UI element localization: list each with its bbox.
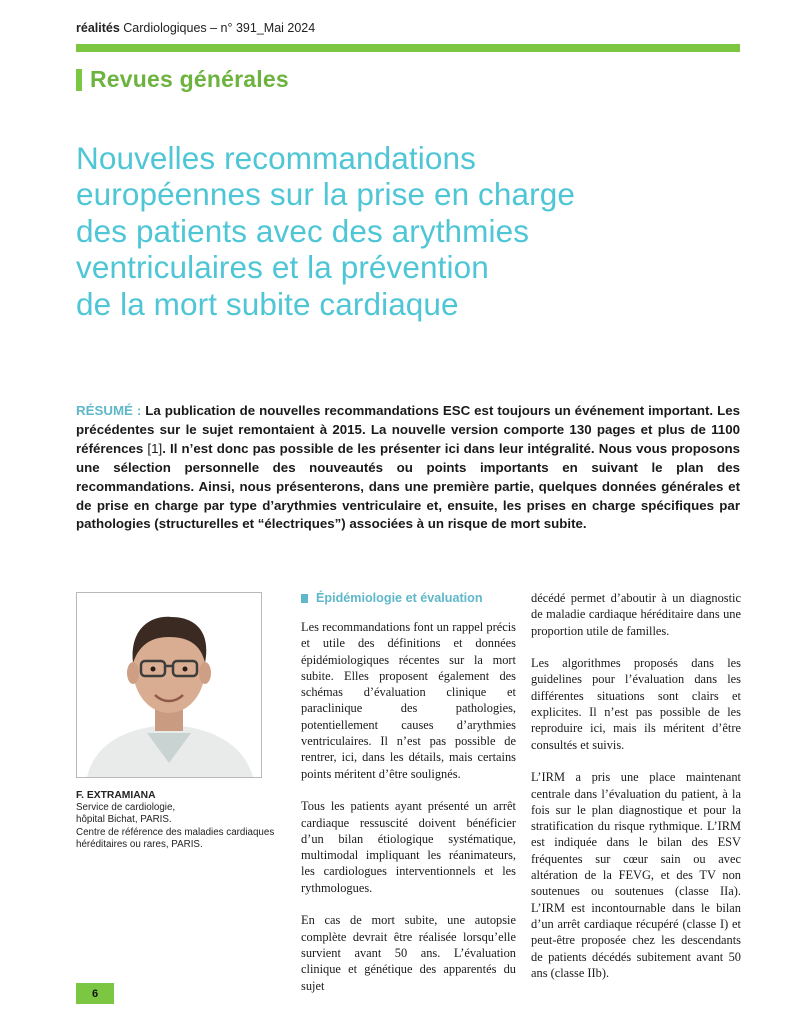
section-tag (76, 66, 289, 93)
subheading (301, 590, 516, 606)
abstract-reference: [1] (147, 440, 163, 456)
title-line: Nouvelles recommandations (76, 140, 476, 176)
abstract-label: RÉSUMÉ : (76, 403, 142, 418)
paragraph: Les recommandations font un rappel précis et utile des définitions et données épidémiologiques récentes sur la mort subite. Elles proposent également des schémas d’évaluation clinique et paraclinique des pathologies, potentiellement causes d’arythmies ventriculaires. Il n’est pas possible de rentrer, ici, dans les détails, mais certains points méritent d’être soulignés. (301, 620, 516, 781)
abstract-text: . Il n’est donc pas possible de les présenter ici dans leur intégralité. Nous vous proposons une sélection personnelle des nouveautés ou points importants en suivant le plan des recommandations. Ainsi, nous présenterons, dans une première partie, quelques données générales et de prise en charge par type d’arythmies ventriculaire et, ensuite, les prises en charge spécifiques par pathologies (structurelles et “électriques”) associées à un risque de mort subite. (76, 440, 740, 532)
paragraph: décédé permet d’aboutir à un diagnostic de maladie cardiaque héréditaire dans une proportion utile de familles. (531, 591, 741, 638)
subheading-marker (301, 594, 308, 603)
author-affiliation: Service de cardiologie, (76, 802, 176, 814)
author-affiliation: hôpital Bichat, PARIS. (76, 814, 172, 826)
journal-brand: réalités (76, 21, 120, 35)
abstract (76, 402, 740, 534)
subheading-text: Épidémiologie et évaluation (316, 590, 483, 605)
paragraph: En cas de mort subite, une autopsie complète devrait être réalisée lorsqu’elle survient avant 50 ans. L’évaluation clinique et génétique des apparentés du sujet (301, 913, 516, 993)
header-rule (76, 44, 740, 52)
author-affiliation: Centre de référence des maladies cardiaques héréditaires ou rares, PARIS. (76, 826, 275, 850)
paragraph: L’IRM a pris une place maintenant centrale dans l’évaluation du patient, à la fois sur le plan diagnostique et pour la stratification du risque rythmique. L’IRM est indiquée dans le bilan des ESV fréquentes sur cœur sain ou avec altération de la FEVG, et des TV non soutenues ou soutenues (classe IIa). L’IRM est incontournable dans le bilan d’un arrêt cardiaque récupéré (classe I) et peut-être proposée chez les descendants de patients décédés subitement avant 50 ans (classe IIb). (531, 770, 741, 980)
section-label: Revues générales (90, 66, 289, 92)
title-line: des patients avec des arythmies (76, 212, 530, 249)
paragraph: Les algorithmes proposés dans les guidelines pour l’évaluation dans les différentes situations sont clairs et explicites. Il n’est pas possible de les reproduire ici, mais ils méritent d’être consultés et suivis. (531, 656, 741, 752)
abstract-text: La publication de nouvelles recommandations ESC est toujours un événement important. Les précédentes sur le sujet remontaient à 2015. La nouvelle version comporte 130 pages et plus de 1100 références (76, 403, 740, 456)
author-portrait-icon (77, 593, 261, 777)
running-header (76, 21, 315, 35)
author-name: F. EXTRAMIANA (76, 790, 156, 801)
author-block (76, 790, 276, 851)
body-column-2 (531, 590, 741, 997)
title-line: de la mort subite cardiaque (76, 285, 459, 322)
paragraph: Tous les patients ayant présenté un arrêt cardiaque ressuscité doivent bénéficier d’un bilan étiologique systématique, multimodal impliquant les réanimateurs, les cardiologues interventionnels et les rythmologues. (301, 799, 516, 895)
author-photo (76, 592, 262, 778)
article-title (76, 140, 740, 322)
title-line: ventriculaires et la prévention (76, 249, 489, 286)
page-number: 6 (76, 983, 114, 1004)
section-marker (76, 69, 82, 91)
body-column-1 (301, 590, 516, 1010)
title-line: européennes sur la prise en charge (76, 176, 575, 213)
journal-issue: Cardiologiques – n° 391_Mai 2024 (123, 21, 316, 35)
